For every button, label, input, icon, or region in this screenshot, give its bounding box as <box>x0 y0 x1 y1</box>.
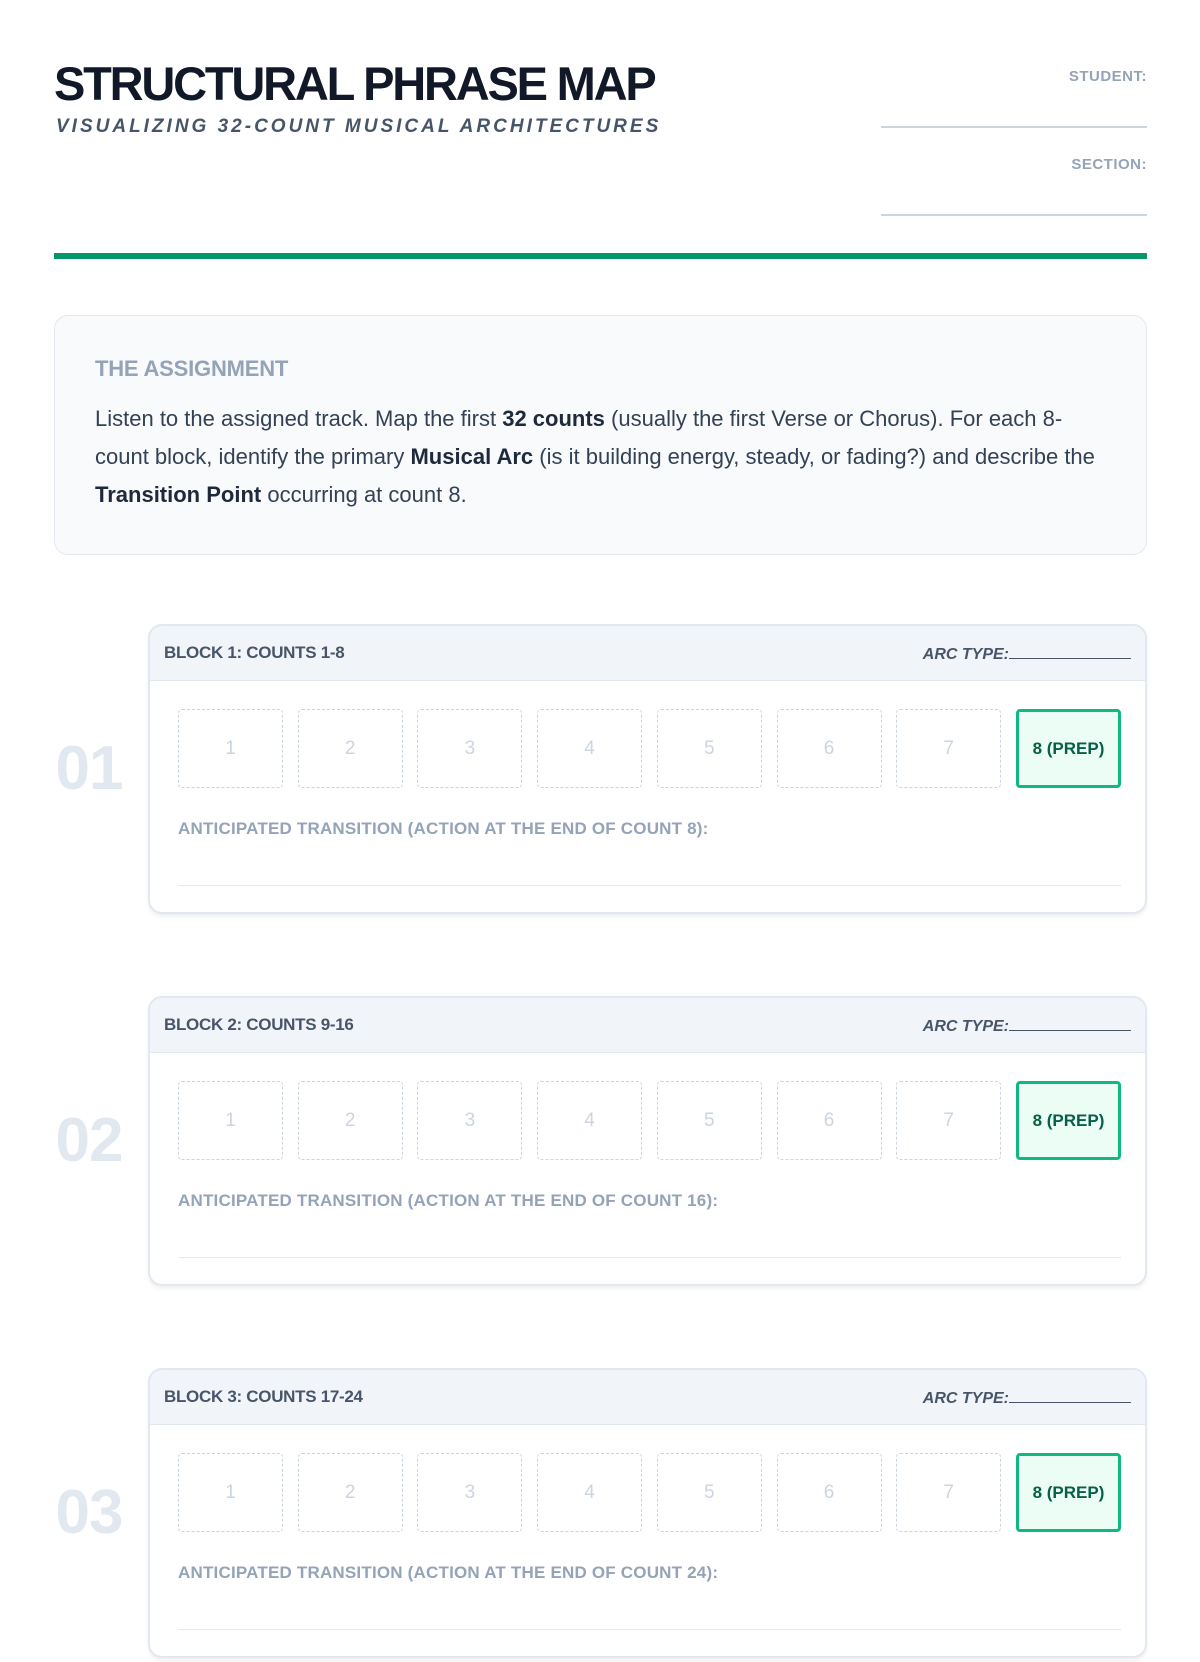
count-box[interactable]: 3 <box>417 709 522 788</box>
assignment-text <box>95 400 1106 514</box>
phrase-block-3 <box>0 1368 1200 1662</box>
arc-type-label: ARC TYPE: <box>922 1390 1009 1407</box>
assignment-box <box>54 315 1147 555</box>
count-box[interactable]: 4 <box>537 1081 642 1160</box>
phrase-block-2 <box>0 996 1200 1290</box>
page-title: STRUCTURAL PHRASE MAP <box>54 57 655 110</box>
count-box[interactable]: 2 <box>298 1453 403 1532</box>
arc-type-label: ARC TYPE: <box>922 1018 1009 1035</box>
count-box[interactable]: 2 <box>298 709 403 788</box>
assignment-bold-arc: Musical Arc <box>410 444 534 469</box>
assignment-bold-counts: 32 counts <box>502 406 605 431</box>
block-number: 02 <box>55 1106 123 1175</box>
block-header <box>150 998 1145 1053</box>
count-box[interactable]: 5 <box>657 1453 762 1532</box>
transition-answer-line[interactable] <box>178 1257 1121 1258</box>
transition-answer-line[interactable] <box>178 885 1121 886</box>
assignment-bold-transition: Transition Point <box>95 482 262 507</box>
count-box[interactable]: 3 <box>417 1081 522 1160</box>
arc-type-field[interactable] <box>923 1388 1131 1408</box>
arc-type-blank[interactable] <box>1009 1016 1131 1031</box>
count-box[interactable]: 1 <box>178 709 283 788</box>
assignment-text-4: occurring at count 8. <box>261 482 467 507</box>
count-row <box>178 1081 1121 1161</box>
arc-type-field[interactable] <box>923 1016 1131 1036</box>
count-box[interactable]: 3 <box>417 1453 522 1532</box>
count-box[interactable]: 7 <box>896 1453 1001 1532</box>
assignment-text-2: (usually the first Verse or Chorus). For each 8-count block, identify the primary <box>95 406 1063 469</box>
block-number: 01 <box>55 734 123 803</box>
transition-label: ANTICIPATED TRANSITION (ACTION AT THE END OF COUNT 24): <box>178 1563 719 1582</box>
student-label: STUDENT: <box>1068 68 1147 85</box>
arc-type-blank[interactable] <box>1009 1388 1131 1403</box>
arc-type-blank[interactable] <box>1009 644 1131 659</box>
phrase-block-1 <box>0 624 1200 918</box>
section-label: SECTION: <box>1071 156 1147 173</box>
count-box[interactable]: 2 <box>298 1081 403 1160</box>
count-box[interactable]: 7 <box>896 1081 1001 1160</box>
arc-type-field[interactable] <box>923 644 1131 664</box>
arc-type-label: ARC TYPE: <box>922 646 1009 663</box>
count-box[interactable]: 5 <box>657 1081 762 1160</box>
count-box[interactable]: 4 <box>537 1453 642 1532</box>
student-meta <box>881 56 1147 232</box>
block-title: BLOCK 3: COUNTS 17-24 <box>164 1387 363 1406</box>
section-field[interactable] <box>881 144 1147 216</box>
count-row <box>178 1453 1121 1533</box>
count-box[interactable]: 7 <box>896 709 1001 788</box>
count-box[interactable]: 6 <box>777 709 882 788</box>
block-title: BLOCK 2: COUNTS 9-16 <box>164 1015 354 1034</box>
count-box[interactable]: 4 <box>537 709 642 788</box>
count-row <box>178 709 1121 789</box>
block-title: BLOCK 1: COUNTS 1-8 <box>164 643 345 662</box>
count-box[interactable]: 1 <box>178 1081 283 1160</box>
transition-label: ANTICIPATED TRANSITION (ACTION AT THE END OF COUNT 16): <box>178 1191 719 1210</box>
transition-answer-line[interactable] <box>178 1629 1121 1630</box>
assignment-text-3: (is it building energy, steady, or fading?) and describe the <box>533 444 1095 469</box>
block-header <box>150 626 1145 681</box>
prep-count-box[interactable]: 8 (PREP) <box>1016 709 1121 788</box>
count-box[interactable]: 5 <box>657 709 762 788</box>
count-box[interactable]: 1 <box>178 1453 283 1532</box>
student-field[interactable] <box>881 56 1147 128</box>
block-card <box>148 1368 1147 1658</box>
block-number: 03 <box>55 1478 123 1547</box>
count-box[interactable]: 6 <box>777 1453 882 1532</box>
worksheet-header <box>54 56 1147 260</box>
count-box[interactable]: 6 <box>777 1081 882 1160</box>
block-header <box>150 1370 1145 1425</box>
assignment-text-1: Listen to the assigned track. Map the first <box>95 406 503 431</box>
page-subtitle: VISUALIZING 32-COUNT MUSICAL ARCHITECTURES <box>56 116 662 137</box>
assignment-heading: THE ASSIGNMENT <box>95 356 289 381</box>
header-divider <box>54 253 1147 259</box>
prep-count-box[interactable]: 8 (PREP) <box>1016 1453 1121 1532</box>
transition-label: ANTICIPATED TRANSITION (ACTION AT THE END OF COUNT 8): <box>178 819 709 838</box>
block-card <box>148 624 1147 914</box>
prep-count-box[interactable]: 8 (PREP) <box>1016 1081 1121 1160</box>
block-card <box>148 996 1147 1286</box>
